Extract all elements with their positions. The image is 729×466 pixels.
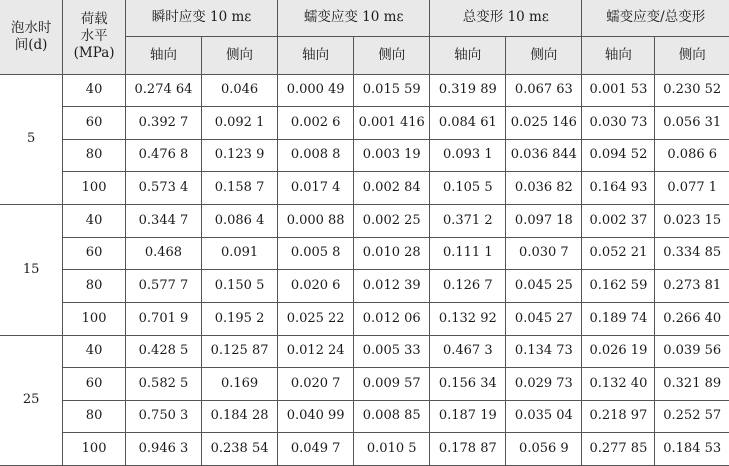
- value-cell: 0.178 87: [430, 433, 506, 466]
- value-cell: 0.008 8: [278, 139, 354, 172]
- creep-ratio-header: 蠕变应变/总变形: [582, 0, 729, 36]
- value-cell: 0.946 3: [125, 433, 201, 466]
- axial-header: 轴向: [278, 36, 354, 74]
- table-row: [0, 74, 729, 107]
- load-level-cell: 60: [63, 107, 126, 140]
- value-cell: 0.750 3: [125, 400, 201, 433]
- value-cell: 0.084 61: [430, 107, 506, 140]
- value-cell: 0.017 4: [278, 172, 354, 205]
- value-cell: 0.003 19: [354, 139, 430, 172]
- value-cell: 0.092 1: [202, 107, 278, 140]
- lateral-header: 侧向: [506, 36, 582, 74]
- table-row: [0, 172, 729, 205]
- value-cell: 0.009 57: [354, 368, 430, 401]
- instant-strain-header: 瞬时应变 10 mε: [125, 0, 277, 36]
- value-cell: 0.162 59: [582, 270, 655, 303]
- value-cell: 0.012 06: [354, 302, 430, 335]
- load-level-cell: 100: [63, 433, 126, 466]
- value-cell: 0.344 7: [125, 205, 201, 238]
- value-cell: 0.002 25: [354, 205, 430, 238]
- value-cell: 0.067 63: [506, 74, 582, 107]
- value-cell: 0.701 9: [125, 302, 201, 335]
- value-cell: 0.025 146: [506, 107, 582, 140]
- soak-days-cell: 5: [0, 74, 63, 205]
- value-cell: 0.086 6: [655, 139, 729, 172]
- value-cell: 0.015 59: [354, 74, 430, 107]
- load-level-cell: 40: [63, 335, 126, 368]
- value-cell: 0.126 7: [430, 270, 506, 303]
- value-cell: 0.123 9: [202, 139, 278, 172]
- value-cell: 0.392 7: [125, 107, 201, 140]
- value-cell: 0.056 9: [506, 433, 582, 466]
- axial-header: 轴向: [582, 36, 655, 74]
- value-cell: 0.187 19: [430, 400, 506, 433]
- value-cell: 0.023 15: [655, 205, 729, 238]
- value-cell: 0.218 97: [582, 400, 655, 433]
- value-cell: 0.025 22: [278, 302, 354, 335]
- value-cell: 0.467 3: [430, 335, 506, 368]
- value-cell: 0.097 18: [506, 205, 582, 238]
- value-cell: 0.045 27: [506, 302, 582, 335]
- soak-time-header-line-2: 间(d): [14, 36, 48, 53]
- value-cell: 0.111 1: [430, 237, 506, 270]
- value-cell: 0.238 54: [202, 433, 278, 466]
- value-cell: 0.005 8: [278, 237, 354, 270]
- value-cell: 0.010 28: [354, 237, 430, 270]
- value-cell: 0.132 92: [430, 302, 506, 335]
- lateral-header: 侧向: [354, 36, 430, 74]
- value-cell: 0.000 88: [278, 205, 354, 238]
- table-row: [0, 335, 729, 368]
- value-cell: 0.156 34: [430, 368, 506, 401]
- table-row: [0, 139, 729, 172]
- table-row: [0, 205, 729, 238]
- value-cell: 0.036 844: [506, 139, 582, 172]
- load-level-header-line-2: 水平: [80, 28, 108, 45]
- value-cell: 0.184 28: [202, 400, 278, 433]
- value-cell: 0.132 40: [582, 368, 655, 401]
- value-cell: 0.040 99: [278, 400, 354, 433]
- value-cell: 0.035 04: [506, 400, 582, 433]
- value-cell: 0.105 5: [430, 172, 506, 205]
- value-cell: 0.039 56: [655, 335, 729, 368]
- value-cell: 0.046: [202, 74, 278, 107]
- value-cell: 0.321 89: [655, 368, 729, 401]
- load-level-cell: 80: [63, 400, 126, 433]
- value-cell: 0.000 49: [278, 74, 354, 107]
- value-cell: 0.573 4: [125, 172, 201, 205]
- value-cell: 0.020 6: [278, 270, 354, 303]
- load-level-header-line-1: 荷载: [80, 11, 108, 28]
- load-level-cell: 40: [63, 74, 126, 107]
- soak-time-header-line-1: 泡水时: [10, 19, 52, 36]
- lateral-header: 侧向: [655, 36, 729, 74]
- value-cell: 0.056 31: [655, 107, 729, 140]
- table-row: [0, 400, 729, 433]
- table-row: [0, 302, 729, 335]
- value-cell: 0.274 64: [125, 74, 201, 107]
- value-cell: 0.273 81: [655, 270, 729, 303]
- value-cell: 0.091: [202, 237, 278, 270]
- value-cell: 0.125 87: [202, 335, 278, 368]
- value-cell: 0.005 33: [354, 335, 430, 368]
- load-level-cell: 40: [63, 205, 126, 238]
- value-cell: 0.195 2: [202, 302, 278, 335]
- value-cell: 0.077 1: [655, 172, 729, 205]
- table-row: [0, 237, 729, 270]
- load-level-header-line-3: (MPa): [73, 45, 115, 62]
- value-cell: 0.093 1: [430, 139, 506, 172]
- value-cell: 0.052 21: [582, 237, 655, 270]
- value-cell: 0.134 73: [506, 335, 582, 368]
- load-level-cell: 60: [63, 237, 126, 270]
- value-cell: 0.158 7: [202, 172, 278, 205]
- value-cell: 0.001 416: [354, 107, 430, 140]
- soak-days-cell: 15: [0, 205, 63, 336]
- value-cell: 0.086 4: [202, 205, 278, 238]
- creep-strain-header: 蠕变应变 10 mε: [278, 0, 430, 36]
- value-cell: 0.252 57: [655, 400, 729, 433]
- value-cell: 0.010 5: [354, 433, 430, 466]
- axial-header: 轴向: [125, 36, 201, 74]
- value-cell: 0.266 40: [655, 302, 729, 335]
- value-cell: 0.001 53: [582, 74, 655, 107]
- table-row: [0, 107, 729, 140]
- value-cell: 0.577 7: [125, 270, 201, 303]
- value-cell: 0.476 8: [125, 139, 201, 172]
- table-row: [0, 368, 729, 401]
- value-cell: 0.030 7: [506, 237, 582, 270]
- table-row: [0, 270, 729, 303]
- value-cell: 0.468: [125, 237, 201, 270]
- table-row: [0, 433, 729, 466]
- load-level-cell: 80: [63, 270, 126, 303]
- axial-header: 轴向: [430, 36, 506, 74]
- load-level-cell: 100: [63, 302, 126, 335]
- load-level-cell: 100: [63, 172, 126, 205]
- load-level-header: [63, 0, 126, 74]
- value-cell: 0.002 84: [354, 172, 430, 205]
- value-cell: 0.169: [202, 368, 278, 401]
- value-cell: 0.189 74: [582, 302, 655, 335]
- total-deformation-header: 总变形 10 mε: [430, 0, 582, 36]
- soak-days-cell: 25: [0, 335, 63, 466]
- value-cell: 0.582 5: [125, 368, 201, 401]
- value-cell: 0.150 5: [202, 270, 278, 303]
- value-cell: 0.026 19: [582, 335, 655, 368]
- value-cell: 0.012 39: [354, 270, 430, 303]
- value-cell: 0.319 89: [430, 74, 506, 107]
- value-cell: 0.045 25: [506, 270, 582, 303]
- value-cell: 0.371 2: [430, 205, 506, 238]
- value-cell: 0.002 6: [278, 107, 354, 140]
- value-cell: 0.029 73: [506, 368, 582, 401]
- value-cell: 0.164 93: [582, 172, 655, 205]
- value-cell: 0.094 52: [582, 139, 655, 172]
- value-cell: 0.012 24: [278, 335, 354, 368]
- value-cell: 0.334 85: [655, 237, 729, 270]
- value-cell: 0.020 7: [278, 368, 354, 401]
- value-cell: 0.184 53: [655, 433, 729, 466]
- value-cell: 0.230 52: [655, 74, 729, 107]
- value-cell: 0.277 85: [582, 433, 655, 466]
- value-cell: 0.030 73: [582, 107, 655, 140]
- load-level-cell: 80: [63, 139, 126, 172]
- value-cell: 0.002 37: [582, 205, 655, 238]
- value-cell: 0.428 5: [125, 335, 201, 368]
- value-cell: 0.036 82: [506, 172, 582, 205]
- table-body: [0, 74, 729, 466]
- load-level-cell: 60: [63, 368, 126, 401]
- lateral-header: 侧向: [202, 36, 278, 74]
- value-cell: 0.049 7: [278, 433, 354, 466]
- soak-time-header: [0, 0, 63, 74]
- value-cell: 0.008 85: [354, 400, 430, 433]
